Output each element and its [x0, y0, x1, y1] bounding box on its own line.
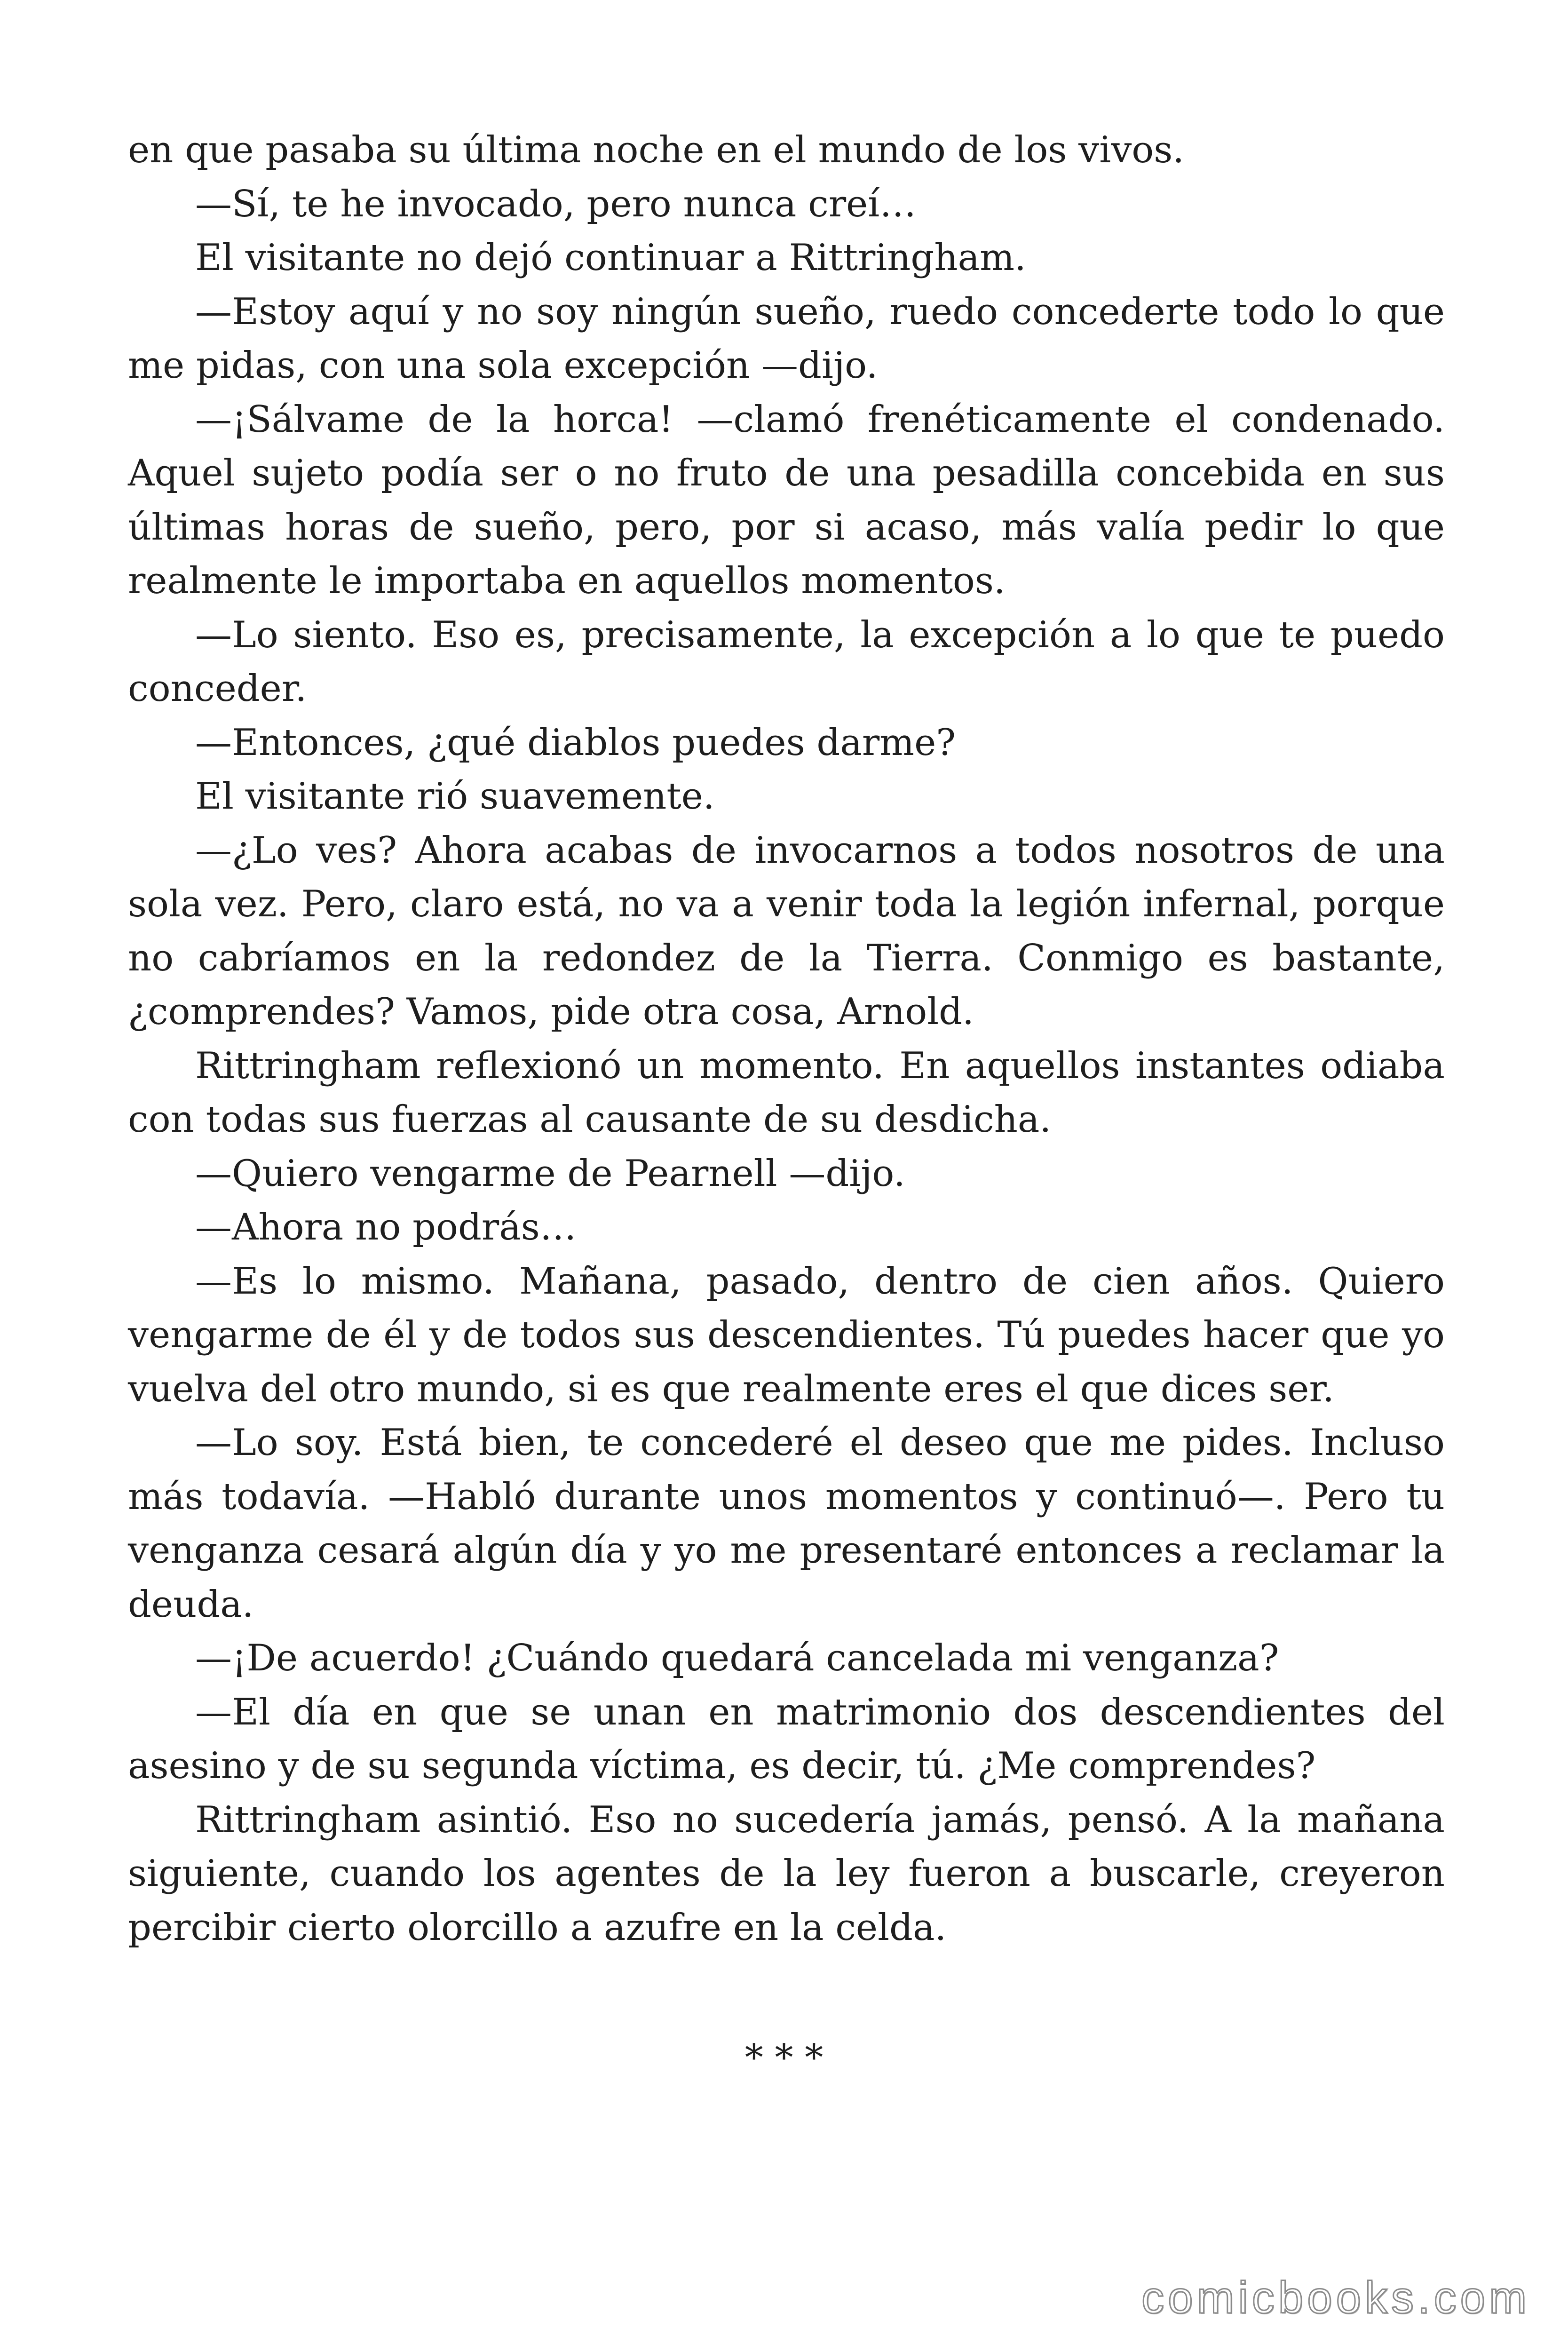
- paragraph: —Es lo mismo. Mañana, pasado, dentro de cien años. Quiero vengarme de él y de todos sus descendientes. Tú puedes hacer que yo vuelva del otro mundo, si es que realmente eres el que dices ser.: [128, 1260, 1445, 1410]
- paragraph: —Entonces, ¿qué diablos puedes darme?: [195, 721, 956, 764]
- paragraph: en que pasaba su última noche en el mundo de los vivos.: [128, 129, 1185, 171]
- paragraph: Rittringham asintió. Eso no sucedería jamás, pensó. A la mañana siguiente, cuando los agentes de la ley fueron a buscarle, creyeron percibir cierto olorcillo a azufre en la celda.: [128, 1798, 1445, 1949]
- paragraph: —¡Sálvame de la horca! —clamó frenéticamente el condenado. Aquel sujeto podía ser o no fruto de una pesadilla concebida en sus últimas horas de sueño, pero, por si acaso, más valía pedir lo que realmente le importaba en aquellos momentos.: [128, 398, 1445, 602]
- paragraph: —¿Lo ves? Ahora acabas de invocarnos a todos nosotros de una sola vez. Pero, claro está, no va a venir toda la legión infernal, porque no cabríamos en la redondez de la Tierra. Conmigo es bastante, ¿comprendes? Vamos, pide otra cosa, Arnold.: [128, 829, 1445, 1033]
- book-page-text: [128, 123, 1445, 1955]
- paragraph: —Estoy aquí y no soy ningún sueño, ruedo concederte todo lo que me pidas, con una sola excepción —dijo.: [128, 290, 1445, 387]
- paragraph: El visitante no dejó continuar a Rittringham.: [195, 237, 1026, 279]
- paragraph: Rittringham reflexionó un momento. En aquellos instantes odiaba con todas sus fuerzas al causante de su desdicha.: [128, 1044, 1445, 1141]
- paragraph: —El día en que se unan en matrimonio dos descendientes del asesino y de su segunda víctima, es decir, tú. ¿Me comprendes?: [128, 1691, 1445, 1787]
- paragraph: El visitante rió suavemente.: [195, 775, 715, 818]
- paragraph: —Sí, te he invocado, pero nunca creí…: [195, 183, 917, 225]
- paragraph: —¡De acuerdo! ¿Cuándo quedará cancelada mi venganza?: [195, 1637, 1279, 1679]
- paragraph: —Lo soy. Está bien, te concederé el deseo que me pides. Incluso más todavía. —Habló durante unos momentos y continuó—. Pero tu venganza cesará algún día y yo me presentaré entonces a reclamar la deuda.: [128, 1422, 1445, 1626]
- watermark-logo: comicbooks.com: [1141, 2273, 1530, 2323]
- paragraph: —Ahora no podrás…: [195, 1206, 577, 1248]
- section-separator: * * *: [744, 2037, 824, 2079]
- paragraph: —Quiero vengarme de Pearnell —dijo.: [195, 1152, 905, 1195]
- paragraph: —Lo siento. Eso es, precisamente, la excepción a lo que te puedo conceder.: [128, 613, 1445, 710]
